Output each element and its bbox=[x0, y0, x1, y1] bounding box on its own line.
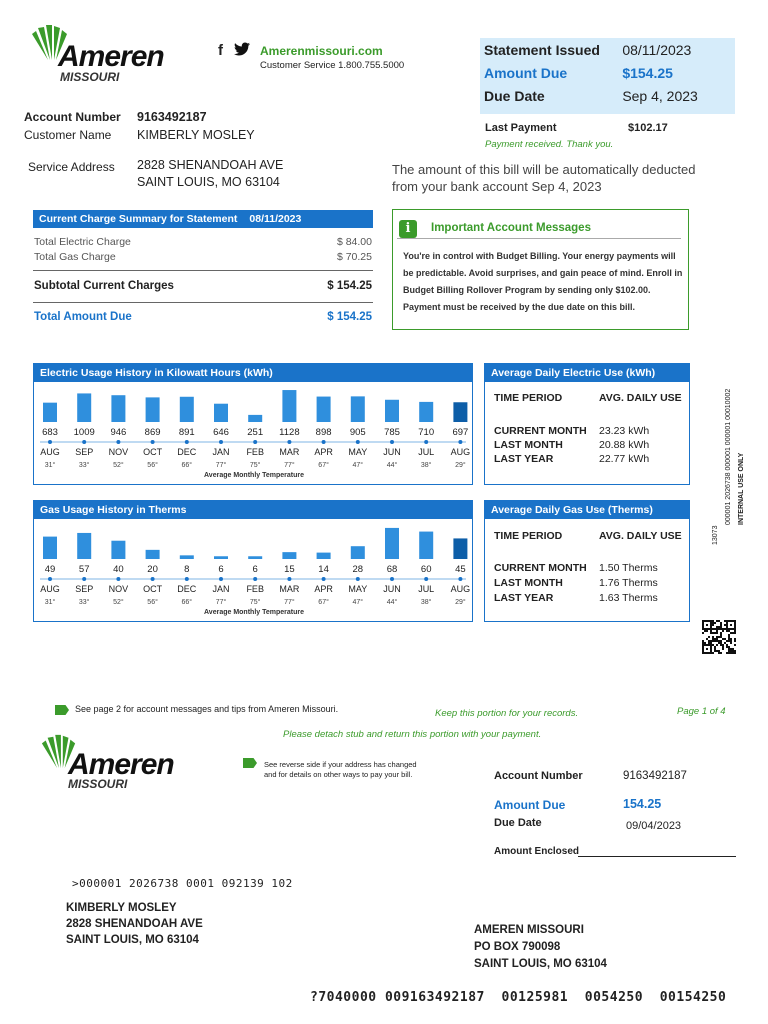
detach-note: Please detach stub and return this portion with your payment. bbox=[283, 729, 542, 740]
usage-bar bbox=[180, 555, 194, 559]
temp-label: 75° bbox=[249, 462, 261, 469]
temp-label: 52° bbox=[113, 462, 124, 469]
usage-bar bbox=[385, 528, 399, 559]
usage-value-label: 28 bbox=[352, 564, 364, 575]
last-payment-label: Last Payment bbox=[485, 122, 557, 134]
usage-bar bbox=[351, 396, 365, 422]
month-label: AUG bbox=[40, 584, 60, 594]
month-label: NOV bbox=[108, 447, 129, 457]
remit-addr1: PO BOX 790098 bbox=[474, 941, 561, 953]
temp-label: 77° bbox=[284, 462, 295, 469]
temp-label: 77° bbox=[215, 599, 227, 606]
month-label: MAY bbox=[348, 447, 368, 457]
stub-account-label: Account Number bbox=[494, 770, 583, 782]
usage-bar bbox=[317, 553, 331, 559]
logo-wordmark: Ameren bbox=[68, 748, 174, 781]
logo-subtitle: MISSOURI bbox=[68, 777, 128, 791]
logo-wordmark: Ameren bbox=[58, 40, 164, 73]
remit-name: AMEREN MISSOURI bbox=[474, 924, 584, 936]
keep-note: Keep this portion for your records. bbox=[435, 708, 579, 719]
usage-bar bbox=[453, 538, 467, 559]
total-value: $ 154.25 bbox=[327, 311, 372, 323]
payment-note: Payment received. Thank you. bbox=[485, 139, 614, 150]
usage-value-label: 251 bbox=[247, 427, 264, 438]
message-line: You're in control with Budget Billing. Your energy payments will bbox=[403, 251, 676, 261]
month-label: JUN bbox=[383, 584, 401, 594]
month-label: SEP bbox=[75, 584, 94, 594]
usage-value-label: 40 bbox=[113, 564, 124, 575]
usage-bar bbox=[111, 541, 125, 559]
timeline-dot bbox=[82, 440, 86, 444]
temp-label: 47° bbox=[352, 599, 364, 606]
divider bbox=[33, 270, 373, 271]
timeline-dot bbox=[390, 440, 394, 444]
usage-bar bbox=[180, 397, 194, 422]
charge-value: $ 84.00 bbox=[336, 236, 372, 248]
temp-label: 66° bbox=[181, 462, 193, 469]
scan-line: >000001 2026738 0001 092139 102 bbox=[72, 877, 293, 890]
due-date-label: Due Date bbox=[484, 88, 545, 104]
usage-value-label: 646 bbox=[213, 427, 229, 438]
issued-value: 08/11/2023 bbox=[622, 42, 692, 58]
avg-period: LAST YEAR bbox=[494, 453, 554, 465]
avg-electric-row bbox=[494, 453, 649, 465]
ameren-logo bbox=[30, 22, 164, 87]
col-period: TIME PERIOD bbox=[494, 392, 563, 404]
electric-chart-svg bbox=[34, 382, 472, 484]
service-address-line1: 2828 SHENANDOAH AVE bbox=[137, 158, 284, 172]
usage-bar bbox=[282, 552, 296, 559]
facebook-icon[interactable]: f bbox=[218, 42, 223, 59]
month-label: APR bbox=[314, 584, 333, 594]
charge-row-electric bbox=[34, 236, 372, 248]
avg-value: 20.88 kWh bbox=[599, 439, 650, 451]
avg-period: LAST MONTH bbox=[494, 439, 563, 451]
charge-summary-date: 08/11/2023 bbox=[249, 213, 302, 225]
timeline-dot bbox=[287, 440, 291, 444]
temp-label: 33° bbox=[78, 462, 90, 469]
temperature-caption: Average Monthly Temperature bbox=[204, 472, 304, 479]
usage-bar bbox=[282, 390, 296, 422]
temp-label: 29° bbox=[455, 462, 466, 469]
subtotal-label: Subtotal Current Charges bbox=[34, 280, 174, 292]
usage-value-label: 49 bbox=[44, 564, 56, 575]
arrow-tag-icon bbox=[55, 705, 69, 715]
month-label: JAN bbox=[212, 584, 230, 594]
month-label: NOV bbox=[108, 584, 129, 594]
avg-gas-row bbox=[494, 577, 658, 589]
usage-value-label: 869 bbox=[144, 427, 161, 438]
usage-value-label: 20 bbox=[147, 564, 158, 575]
message-line: Budget Billing Rollover Program by sending only $102.00. bbox=[403, 285, 651, 295]
timeline-dot bbox=[219, 440, 223, 444]
timeline-dot bbox=[390, 577, 394, 581]
month-label: AUG bbox=[450, 447, 471, 457]
timeline-dot bbox=[253, 440, 257, 444]
customer-mail-name: KIMBERLY MOSLEY bbox=[66, 902, 177, 914]
timeline-dot bbox=[253, 577, 257, 581]
usage-bar bbox=[351, 546, 365, 559]
usage-value-label: 946 bbox=[110, 427, 127, 438]
stub-due-value: 09/04/2023 bbox=[626, 820, 682, 832]
usage-value-label: 891 bbox=[178, 427, 195, 438]
usage-bar bbox=[317, 397, 331, 422]
amount-due-label: Amount Due bbox=[484, 65, 568, 81]
usage-bar bbox=[214, 556, 228, 559]
temp-label: 31° bbox=[44, 599, 56, 606]
logo-subtitle: MISSOURI bbox=[60, 70, 120, 84]
month-label: OCT bbox=[143, 447, 163, 457]
twitter-icon[interactable] bbox=[234, 42, 250, 56]
arrow-tag-icon bbox=[243, 758, 257, 768]
stub-amount-value: 154.25 bbox=[623, 797, 662, 811]
service-address-label: Service Address bbox=[28, 160, 115, 174]
temp-label: 75° bbox=[249, 599, 261, 606]
statement-box bbox=[480, 38, 735, 114]
timeline-dot bbox=[82, 577, 86, 581]
usage-bar bbox=[248, 415, 262, 422]
usage-bar bbox=[43, 537, 57, 559]
timeline-dot bbox=[424, 577, 428, 581]
timeline-dot bbox=[48, 577, 52, 581]
charge-label: Total Electric Charge bbox=[34, 236, 131, 248]
timeline-dot bbox=[48, 440, 52, 444]
month-label: OCT bbox=[143, 584, 163, 594]
ameren-logo-stub bbox=[40, 730, 174, 795]
usage-bar bbox=[146, 397, 160, 422]
timeline-dot bbox=[185, 440, 189, 444]
usage-value-label: 785 bbox=[384, 427, 400, 438]
avg-period: LAST YEAR bbox=[494, 592, 554, 604]
charge-row-gas bbox=[34, 251, 372, 263]
usage-bar bbox=[453, 402, 467, 422]
electric-chart-header: Electric Usage History in Kilowatt Hours (kWh) bbox=[34, 364, 472, 382]
page-number: Page 1 of 4 bbox=[677, 706, 726, 717]
usage-bar bbox=[419, 402, 433, 422]
amount-due-value: $154.25 bbox=[622, 65, 673, 81]
last-payment-value: $102.17 bbox=[628, 122, 668, 134]
issued-label: Statement Issued bbox=[484, 42, 600, 58]
temp-label: 56° bbox=[147, 462, 158, 469]
usage-value-label: 14 bbox=[318, 564, 329, 575]
usage-bar bbox=[77, 393, 91, 422]
account-number-label: Account Number bbox=[24, 110, 121, 124]
temp-label: 77° bbox=[215, 462, 227, 469]
charge-row-total bbox=[34, 311, 372, 323]
avg-value: 1.63 Therms bbox=[599, 592, 658, 604]
micr-line: ?7040000 009163492187 00125981 0054250 00154250 bbox=[310, 990, 727, 1005]
temp-label: 44° bbox=[386, 599, 398, 606]
avg-period: CURRENT MONTH bbox=[494, 562, 587, 574]
avg-period: LAST MONTH bbox=[494, 577, 563, 589]
usage-value-label: 1128 bbox=[279, 427, 300, 438]
avg-electric-row bbox=[494, 425, 649, 437]
usage-value-label: 710 bbox=[418, 427, 435, 438]
amount-enclosed-label: Amount Enclosed bbox=[494, 846, 580, 857]
usage-value-label: 905 bbox=[349, 427, 366, 438]
usage-bar bbox=[77, 533, 91, 559]
amount-enclosed-field[interactable] bbox=[578, 856, 736, 857]
stub-account-value: 9163492187 bbox=[623, 770, 687, 782]
avg-value: 1.50 Therms bbox=[599, 562, 658, 574]
temperature-caption: Average Monthly Temperature bbox=[204, 609, 304, 616]
side-code-3: INTERNAL USE ONLY bbox=[738, 452, 745, 525]
avg-value: 22.77 kWh bbox=[599, 453, 650, 465]
month-label: MAR bbox=[279, 447, 300, 457]
charge-summary-header bbox=[33, 210, 373, 228]
timeline-dot bbox=[322, 577, 326, 581]
month-label: FEB bbox=[246, 584, 264, 594]
avg-electric-header: Average Daily Electric Use (kWh) bbox=[485, 364, 689, 382]
usage-value-label: 683 bbox=[42, 427, 58, 438]
gas-usage-chart bbox=[33, 500, 473, 622]
remit-addr2: SAINT LOUIS, MO 63104 bbox=[474, 958, 607, 970]
stub-amount-label: Amount Due bbox=[494, 798, 566, 812]
message-line: Payment must be received by the due date on this bill. bbox=[403, 302, 636, 312]
timeline-dot bbox=[458, 577, 462, 581]
customer-mail-addr1: 2828 SHENANDOAH AVE bbox=[66, 918, 203, 930]
col-value: AVG. DAILY USE bbox=[599, 392, 682, 404]
timeline-dot bbox=[322, 440, 326, 444]
temp-label: 31° bbox=[44, 462, 56, 469]
usage-value-label: 697 bbox=[452, 427, 469, 438]
avg-gas-row bbox=[494, 562, 658, 574]
customer-service-text: Customer Service 1.800.755.5000 bbox=[260, 60, 405, 71]
reverse-note-line2: and for details on other ways to pay your bill. bbox=[264, 770, 413, 779]
usage-value-label: 1009 bbox=[73, 427, 95, 438]
subtotal-value: $ 154.25 bbox=[327, 280, 372, 292]
stub-due-label: Due Date bbox=[494, 817, 542, 829]
temp-label: 38° bbox=[420, 599, 432, 606]
temp-label: 56° bbox=[147, 599, 158, 606]
temp-label: 67° bbox=[318, 462, 329, 469]
info-icon: i bbox=[399, 220, 417, 238]
total-label: Total Amount Due bbox=[34, 311, 132, 323]
col-value: AVG. DAILY USE bbox=[599, 530, 682, 542]
divider bbox=[397, 238, 681, 239]
avg-gas-colhead bbox=[494, 530, 682, 542]
temp-label: 67° bbox=[318, 599, 329, 606]
month-label: JUL bbox=[418, 447, 435, 457]
usage-value-label: 6 bbox=[218, 564, 224, 575]
temp-label: 33° bbox=[78, 599, 90, 606]
usage-bar bbox=[146, 550, 160, 559]
customer-mail-addr2: SAINT LOUIS, MO 63104 bbox=[66, 934, 199, 946]
col-period: TIME PERIOD bbox=[494, 530, 563, 542]
usage-value-label: 57 bbox=[78, 564, 90, 575]
avg-period: CURRENT MONTH bbox=[494, 425, 587, 437]
usage-bar bbox=[214, 404, 228, 422]
usage-value-label: 898 bbox=[315, 427, 332, 438]
avg-electric-box bbox=[484, 363, 690, 485]
avg-value: 1.76 Therms bbox=[599, 577, 658, 589]
usage-value-label: 60 bbox=[420, 564, 432, 575]
avg-electric-colhead bbox=[494, 392, 682, 404]
timeline-dot bbox=[116, 577, 120, 581]
timeline-dot bbox=[356, 577, 360, 581]
service-address-line2: SAINT LOUIS, MO 63104 bbox=[137, 175, 280, 189]
usage-value-label: 6 bbox=[252, 564, 258, 575]
gas-chart-svg bbox=[34, 519, 472, 621]
month-label: JUN bbox=[383, 447, 401, 457]
customer-name-label: Customer Name bbox=[24, 128, 112, 142]
usage-value-label: 15 bbox=[284, 564, 295, 575]
customer-name-value: KIMBERLY MOSLEY bbox=[137, 128, 255, 142]
gas-chart-header: Gas Usage History in Therms bbox=[34, 501, 472, 519]
account-number-value: 9163492187 bbox=[137, 110, 207, 124]
timeline-dot bbox=[356, 440, 360, 444]
usage-bar bbox=[111, 395, 125, 422]
website-link[interactable]: Amerenmissouri.com bbox=[260, 44, 383, 58]
timeline-dot bbox=[185, 577, 189, 581]
month-label: DEC bbox=[177, 447, 197, 457]
side-code-1: 13073 bbox=[712, 525, 719, 545]
charge-value: $ 70.25 bbox=[336, 251, 372, 263]
month-label: FEB bbox=[246, 447, 264, 457]
autopay-note-line2: from your bank account Sep 4, 2023 bbox=[392, 179, 602, 194]
autopay-note-line1: The amount of this bill will be automatically deducted bbox=[392, 162, 696, 177]
usage-bar bbox=[248, 556, 262, 559]
temp-label: 52° bbox=[113, 599, 124, 606]
usage-bar bbox=[419, 532, 433, 559]
usage-value-label: 45 bbox=[455, 564, 466, 575]
message-line: be predictable. Avoid surprises, and gain peace of mind. Enroll in bbox=[403, 268, 683, 278]
timeline-dot bbox=[458, 440, 462, 444]
month-label: AUG bbox=[40, 447, 60, 457]
timeline-dot bbox=[116, 440, 120, 444]
temp-label: 44° bbox=[386, 462, 398, 469]
month-label: DEC bbox=[177, 584, 197, 594]
reverse-note-line1: See reverse side if your address has changed bbox=[264, 760, 417, 769]
month-label: JUL bbox=[418, 584, 435, 594]
divider bbox=[33, 302, 373, 303]
month-label: MAR bbox=[279, 584, 300, 594]
timeline-dot bbox=[151, 440, 155, 444]
due-date-value: Sep 4, 2023 bbox=[622, 88, 698, 104]
month-label: AUG bbox=[450, 584, 471, 594]
timeline-dot bbox=[287, 577, 291, 581]
avg-gas-row bbox=[494, 592, 658, 604]
timeline-dot bbox=[424, 440, 428, 444]
electric-usage-chart bbox=[33, 363, 473, 485]
timeline-dot bbox=[151, 577, 155, 581]
see-page-note: See page 2 for account messages and tips from Ameren Missouri. bbox=[75, 704, 339, 714]
temp-label: 66° bbox=[181, 599, 193, 606]
charge-label: Total Gas Charge bbox=[34, 251, 116, 263]
usage-value-label: 68 bbox=[386, 564, 398, 575]
avg-gas-header: Average Daily Gas Use (Therms) bbox=[485, 501, 689, 519]
timeline-dot bbox=[219, 577, 223, 581]
messages-body bbox=[403, 248, 682, 316]
usage-bar bbox=[43, 403, 57, 422]
month-label: APR bbox=[314, 447, 333, 457]
temp-label: 77° bbox=[284, 599, 295, 606]
important-messages-box bbox=[392, 209, 689, 330]
month-label: SEP bbox=[75, 447, 94, 457]
usage-value-label: 8 bbox=[184, 564, 190, 575]
messages-title: Important Account Messages bbox=[431, 222, 591, 234]
usage-bar bbox=[385, 400, 399, 422]
charge-row-subtotal bbox=[34, 280, 372, 292]
charge-summary-title: Current Charge Summary for Statement bbox=[39, 213, 238, 225]
temp-label: 38° bbox=[420, 462, 432, 469]
side-code-2: 000001 2026738 000001 000001 00010002 bbox=[725, 388, 732, 525]
month-label: JAN bbox=[212, 447, 230, 457]
qr-code-icon bbox=[702, 620, 736, 654]
temp-label: 29° bbox=[455, 599, 466, 606]
temp-label: 47° bbox=[352, 462, 364, 469]
avg-electric-row bbox=[494, 439, 649, 451]
month-label: MAY bbox=[348, 584, 368, 594]
avg-value: 23.23 kWh bbox=[599, 425, 650, 437]
